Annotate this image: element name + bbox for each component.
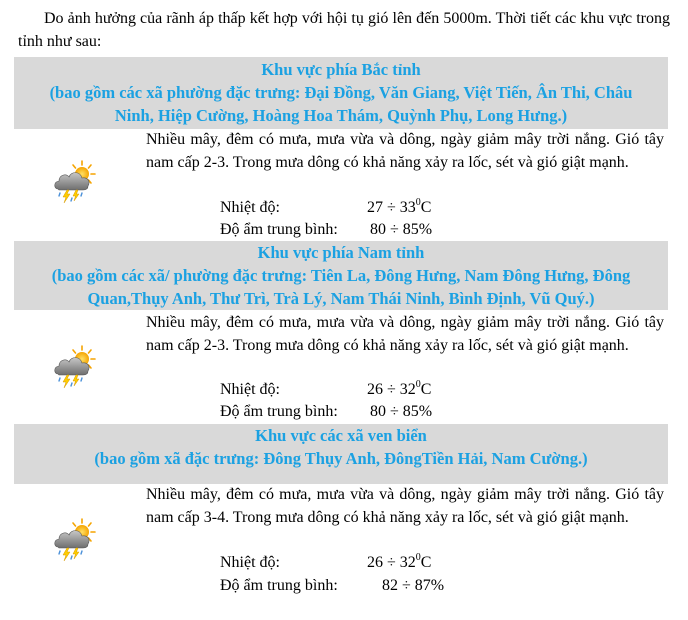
thunderstorm-sun-icon xyxy=(51,343,97,389)
temperature-label: Nhiệt độ: xyxy=(220,554,280,571)
region-title: Khu vực các xã ven biển xyxy=(255,426,427,445)
region-description: Nhiều mây, đêm có mưa, mưa vừa và dông, ngày giảm mây trời nắng. Gió tây nam cấp 2-3. Trong mưa dông có khả năng xảy ra lốc, sét và gió giật mạnh. xyxy=(146,314,664,354)
humidity-value: 80 ÷ 85% xyxy=(370,403,433,420)
region-title: Khu vực phía Nam tỉnh xyxy=(257,243,425,262)
temperature-value: $26 \div 32^0C$ xyxy=(367,551,432,571)
thunderstorm-sun-icon xyxy=(51,158,97,204)
temperature-value: $27 \div 33^0C$ xyxy=(367,196,432,216)
temperature-value: $26 \div 32^0C$ xyxy=(367,378,432,398)
region-description: Nhiều mây, đêm có mưa, mưa vừa và dông, ngày giảm mây trời nắng. Gió tây nam cấp 2-3. Trong mưa dông có khả năng xảy ra lốc, sét và gió giật mạnh. xyxy=(146,131,664,171)
region-subtitle-line: (bao gồm các xã phường đặc trưng: Đại Đồng, Văn Giang, Việt Tiến, Ân Thi, Châu xyxy=(49,83,633,102)
region-header-coastal xyxy=(14,424,668,484)
humidity-label: Độ ẩm trung bình: xyxy=(220,403,338,420)
temperature-label: Nhiệt độ: xyxy=(220,199,280,216)
humidity-label: Độ ẩm trung bình: xyxy=(220,577,338,594)
intro-paragraph: Do ảnh hưởng của rãnh áp thấp kết hợp với hội tụ gió lên đến 5000m. Thời tiết các khu vực trong tỉnh như sau: xyxy=(18,10,670,50)
region-subtitle-line: Ninh, Hiệp Cường, Hoàng Hoa Thám, Quỳnh Phụ, Long Hưng.) xyxy=(114,106,568,125)
thunderstorm-sun-icon xyxy=(51,516,97,562)
humidity-value: 82 ÷ 87% xyxy=(382,577,445,594)
region-subtitle-line: Quan,Thụy Anh, Thư Trì, Trà Lý, Nam Thái Ninh, Bình Định, Vũ Quý.) xyxy=(87,289,595,308)
region-title: Khu vực phía Bắc tỉnh xyxy=(261,60,421,79)
region-description: Nhiều mây, đêm có mưa, mưa vừa và dông, ngày giảm mây trời nắng. Gió tây nam cấp 3-4. Trong mưa dông có khả năng xảy ra lốc, sét và gió giật mạnh. xyxy=(146,486,664,526)
humidity-label: Độ ẩm trung bình: xyxy=(220,221,338,238)
region-subtitle-line: (bao gồm xã đặc trưng: Đông Thụy Anh, ĐôngTiền Hải, Nam Cường.) xyxy=(94,449,588,468)
region-header-south xyxy=(14,241,668,310)
region-subtitle-line: (bao gồm các xã/ phường đặc trưng: Tiên La, Đông Hưng, Nam Đông Hưng, Đông xyxy=(51,266,631,285)
region-header-north xyxy=(14,57,668,129)
humidity-value: 80 ÷ 85% xyxy=(370,221,433,238)
temperature-label: Nhiệt độ: xyxy=(220,381,280,398)
